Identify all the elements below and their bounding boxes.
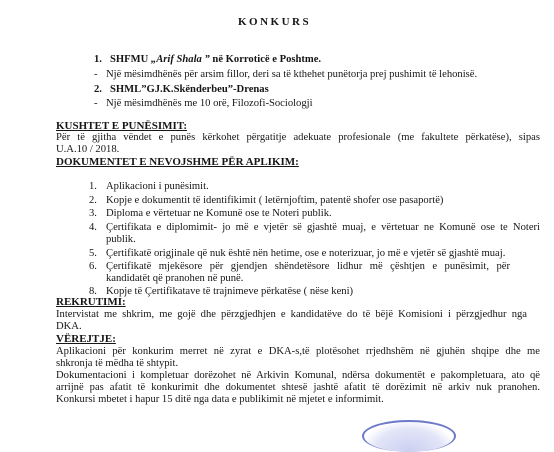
verejtje-line: Dokumentacioni i kompletuar dorëzohet në Arkivin Komunal, ndërsa dokumentët e pakompletuara, ato që: [56, 370, 540, 381]
rekrutimi-text-line-2: DKA.: [56, 321, 82, 332]
doc-item-text: Kopje e dokumentit të identifikimit ( letërnjoftim, patentë shofer ose pasaportë): [106, 195, 444, 206]
school-1-name: [110, 54, 321, 66]
school-2-bullet: -: [94, 98, 98, 109]
doc-item-text: Çertifikatë mjekësore për gjendjen shëndetësore lidhur më çështjen e punësimit, për: [106, 261, 510, 272]
doc-item-text-continued: kandidatët që pranohen në punë.: [106, 273, 244, 284]
school-2-number: 2.: [94, 84, 102, 95]
doc-item-number: 2.: [89, 195, 97, 206]
doc-item-text: Diploma e vërtetuar ne Komunë ose te Noteri publik.: [106, 208, 332, 219]
kushtet-text-line-2: U.A.10 / 2018.: [56, 144, 120, 155]
verejtje-line: Aplikacioni për konkurim merret në zyrat e DKA-s,të plotësohet rrjedhshëm në gjuhën shqipe dhe me: [56, 346, 540, 357]
verejtje-line: shkronja të mëdha të shtypit.: [56, 358, 179, 369]
school-1-name-prefix: SHFMU: [110, 54, 151, 65]
school-1-name-suffix: në Korroticë e Poshtme.: [209, 54, 322, 65]
doc-item-number: 6.: [89, 261, 97, 272]
school-1-name-emphasis: „Arif Shala ”: [150, 54, 210, 65]
doc-item-number: 1.: [89, 181, 97, 192]
official-stamp: [362, 420, 456, 452]
school-1-bullet: -: [94, 69, 98, 80]
verejtje-line: arrijnë pas afatit të konkurimit dhe dokumentet shtesë jashtë afatit të dorëzimit në arkiv nuk pranohen.: [56, 382, 540, 393]
doc-item-number: 8.: [89, 286, 97, 297]
school-2-position: Një mësimdhënës me 10 orë, Filozofi-Sociologji: [106, 98, 313, 109]
doc-item-number: 4.: [89, 222, 97, 233]
verejtje-line: Konkursi mbetet i hapur 15 ditë nga data e publikimit në mjetet e informimit.: [56, 394, 384, 405]
doc-item-number: 5.: [89, 248, 97, 259]
doc-item-text: Aplikacioni i punësimit.: [106, 181, 209, 192]
verejtje-heading: VËREJTJE:: [56, 333, 116, 345]
doc-item-text: Çertifikata e diplomimit- jo më e vjetër së gjashtë muaj, e vërtetuar ne Komunë ose te Noteri: [106, 222, 540, 233]
doc-item-text-continued: publik.: [106, 234, 136, 245]
doc-item-text: Kopje të Çertifikatave të trajnimeve përkatëse ( nëse keni): [106, 286, 354, 297]
page-title: KONKURS: [238, 16, 312, 28]
doc-item-text: Çertifikatë origjinale që nuk është nën hetime, ose e noterizuar, jo më e vjetër së gjashtë muaj.: [106, 248, 506, 259]
rekrutimi-text-line-1: Intervistat me shkrim, me gojë dhe përzgjedhjen e kandidatëve do të bëjë Komisioni i përzgjedhur nga: [56, 309, 527, 320]
doc-item-number: 3.: [89, 208, 97, 219]
kushtet-heading: KUSHTET E PUNËSIMIT:: [56, 120, 188, 132]
dokumentet-heading: DOKUMENTET E NEVOJSHME PËR APLIKIM:: [56, 156, 299, 168]
kushtet-text-line-1: Për të gjitha vëndet e punës kërkohet përgatitje adekuate profesionale (me fakultete përkatëse), sipas: [56, 132, 540, 143]
school-1-position: Një mësimdhënës për arsim fillor, deri sa të kthehet punëtorja prej pushimit të lehonisë.: [106, 69, 478, 80]
school-1-number: 1.: [94, 54, 102, 65]
school-2-name: SHML”GJ.K.Skënderbeu”-Drenas: [110, 84, 269, 95]
rekrutimi-heading: REKRUTIMI:: [56, 296, 126, 308]
